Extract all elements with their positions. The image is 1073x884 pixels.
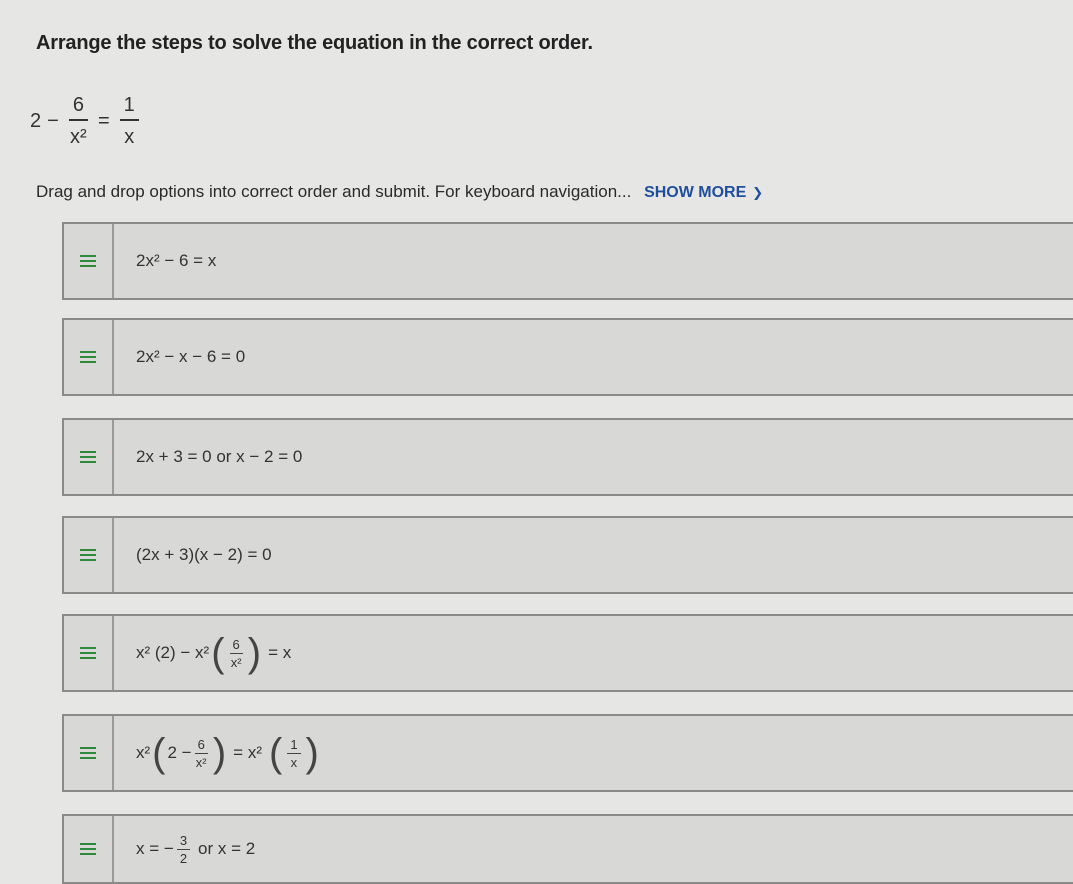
step-item[interactable]	[62, 516, 1073, 594]
drag-handle-icon[interactable]	[64, 320, 114, 394]
show-more-label: SHOW MORE	[644, 184, 747, 201]
drag-help-label: Drag and drop options into correct order and submit. For keyboard navigation...	[36, 182, 632, 201]
fraction-denominator: x	[124, 126, 135, 148]
fraction-numerator: 3	[177, 834, 190, 850]
close-paren: )	[305, 731, 319, 775]
close-paren: )	[247, 631, 262, 675]
open-paren: (	[211, 631, 225, 675]
fraction-denominator: x²	[195, 754, 207, 770]
step-text: (2x + 3)(x − 2) = 0	[136, 545, 272, 564]
equation-whole: 2	[30, 109, 42, 132]
drag-handle-icon[interactable]	[64, 616, 114, 690]
fraction-denominator: x²	[70, 126, 87, 148]
step-part: or x = 2	[198, 839, 256, 858]
step-fraction	[230, 638, 243, 669]
instruction-text: Arrange the steps to solve the equation in the correct order.	[36, 32, 593, 54]
fraction-denominator: x	[290, 754, 298, 770]
step-part: = x²	[233, 743, 262, 762]
drag-handle-icon[interactable]	[64, 518, 114, 592]
step-item[interactable]	[62, 222, 1073, 300]
step-part: x²	[136, 743, 151, 762]
step-part: x² (2) − x²	[136, 643, 210, 662]
step-text: 2x + 3 = 0 or x − 2 = 0	[136, 447, 303, 466]
step-part: 2 −	[167, 743, 192, 762]
step-part: x = −	[136, 839, 174, 858]
step-fraction	[177, 834, 190, 865]
step-item[interactable]	[62, 614, 1073, 692]
fraction-numerator: 6	[230, 638, 243, 654]
fraction-denominator: x²	[230, 654, 242, 670]
step-item[interactable]	[62, 814, 1073, 884]
equation-minus: −	[47, 109, 59, 132]
open-paren: (	[152, 731, 166, 775]
open-paren: (	[268, 731, 283, 775]
equation	[30, 86, 143, 156]
step-expression	[114, 834, 260, 865]
drag-handle-icon[interactable]	[64, 224, 114, 298]
step-text: 2x² − 6 = x	[136, 251, 217, 270]
drag-handle-icon[interactable]	[64, 716, 114, 790]
step-item[interactable]	[62, 418, 1073, 496]
step-fraction	[287, 738, 300, 769]
step-expression	[114, 633, 296, 673]
show-more-link[interactable]	[644, 184, 763, 201]
step-item[interactable]	[62, 318, 1073, 396]
fraction-numerator: 6	[195, 738, 208, 754]
drag-help-text	[36, 182, 763, 202]
step-item[interactable]	[62, 714, 1073, 792]
fraction-numerator: 1	[287, 738, 300, 754]
drag-handle-icon[interactable]	[64, 816, 114, 882]
fraction-numerator: 1	[120, 95, 139, 121]
equation-fraction-1	[69, 95, 88, 147]
step-text: 2x² − x − 6 = 0	[136, 347, 246, 366]
chevron-down-icon: ❯	[752, 185, 764, 200]
equation-fraction-2	[120, 95, 139, 147]
step-fraction	[195, 738, 208, 769]
drag-handle-icon[interactable]	[64, 420, 114, 494]
equation-equals: =	[97, 109, 110, 132]
step-part: = x	[268, 643, 292, 662]
close-paren: )	[212, 731, 227, 775]
step-expression	[114, 733, 321, 773]
fraction-numerator: 6	[69, 95, 88, 121]
fraction-denominator: 2	[179, 850, 188, 866]
